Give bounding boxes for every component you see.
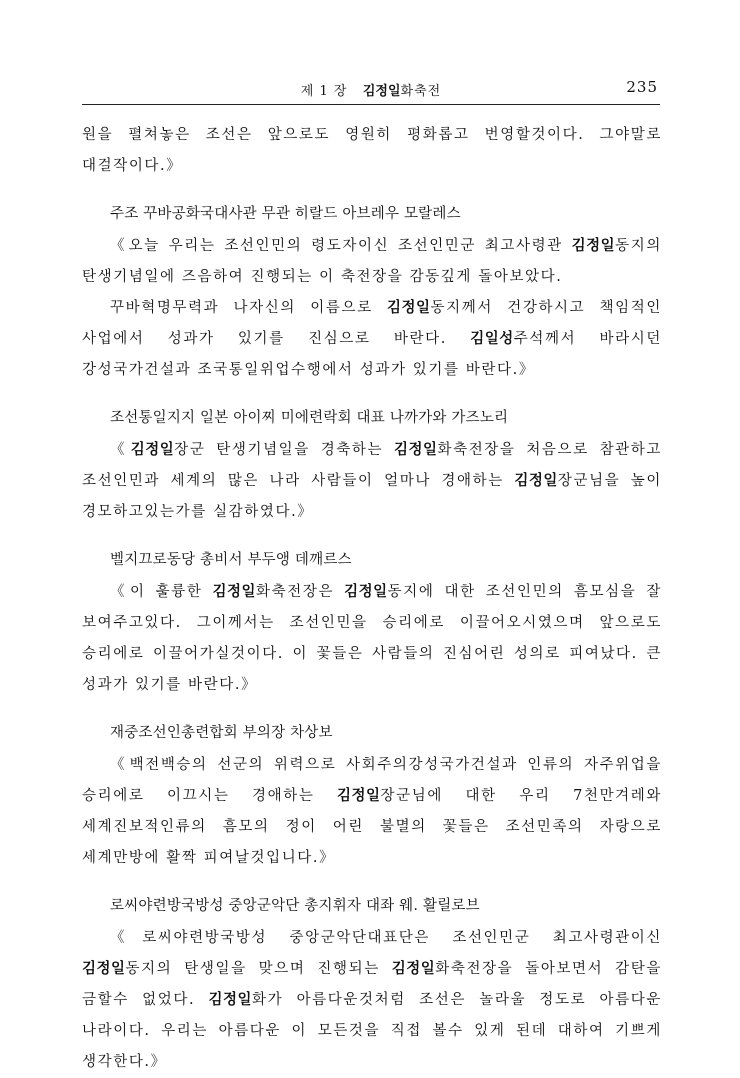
text-run: 화축전장을 처음으로 참관하고 조선인민과 세계의 많은 나라 사람들이 얼마나 경애하는 [82,442,662,489]
bold-name: 김정일 [391,961,436,977]
chapter-title-name: 김정일 [362,84,401,99]
text-run: 꾸바혁명무력과 나자신의 이름으로 [110,300,387,316]
text-run: 동지의 탄생기념일에 즈음하여 진행되는 이 축전장을 감동깊게 돌아보았다. [82,238,662,285]
text-run: 주석께서 바라시던 강성국가건설과 조국통일위업수행에서 성과가 있기를 바란다.》 [82,331,662,378]
text-run: 《이 훌륭한 [110,584,213,600]
bold-name: 김일성 [470,331,514,347]
page-number: 235 [626,78,658,96]
speaker-attribution: 로씨야련방국방성 중앙군악단 총지휘자 대좌 웨. 활릴로브 [110,898,480,914]
text-run: 화가 아름다운것처럼 조선은 놀라울 정도로 아름다운 나라이다. 우리는 아름다운 이 모든것을 직접 볼수 있게 된데 대하여 기쁘게 생각한다.》 [82,992,662,1070]
page-body [82,120,662,1078]
quote-paragraph [82,923,662,1078]
text-run: 장군님에 대한 우리 7천만겨레와 세계진보적인류의 흠모의 정이 어린 불멸의 꽃들은 조선민족의 자랑으로 세계만방에 활짝 피여날것입니다.》 [82,788,662,866]
text-run: 동지에 대한 조선인민의 흠모심을 잘 보여주고있다. 그이께서는 조선인민을 승리에로 이끌어오시였으며 앞으로도 승리에로 이끌어가실것이다. 이 꽃들은 사람들의 진심어린 성의로 피여났다. 큰 성과가 있기를 바란다.》 [82,584,662,693]
bold-name: 김정일 [514,473,558,489]
bold-name: 김정일 [212,584,257,600]
bold-name: 김정일 [393,442,438,458]
bold-name: 김정일 [82,961,126,977]
text-run: 《백전백승의 선군의 위력으로 사회주의강성국가건설과 인류의 자주위업을 승리에로 이끄시는 경애하는 [82,757,662,804]
quote-paragraph [82,293,662,386]
speaker-attribution: 재중조선인총련합회 부의장 차상보 [110,725,333,741]
bold-name: 김정일 [337,788,381,804]
text-run: 《오늘 우리는 조선인민의 령도자이신 조선인민군 최고사령관 [110,238,572,254]
text-run: 장군 탄생기념일을 경축하는 [174,442,394,458]
text-run: 장군님을 높이 경모하고있는가를 실감하였다.》 [82,473,662,520]
text-run: 화축전장을 돌아보면서 감탄을 금할수 없었다. [82,961,662,1008]
running-header [82,78,660,105]
text-run: 동지의 탄생일을 맞으며 진행되는 [125,961,392,977]
bold-name: 김정일 [571,238,616,254]
bold-name: 김정일 [344,584,388,600]
speaker-attribution: 주조 꾸바공화국대사관 무관 히랄드 아브레우 모랄레스 [110,206,461,222]
chapter-title [82,80,660,99]
chapter-number: 제 1 장 [300,84,348,99]
speaker-attribution: 벨지끄로동당 총비서 부두앵 데깨르스 [110,552,352,568]
text-run: 원을 펼쳐놓은 조선은 앞으로도 영원히 평화롭고 번영할것이다. 그야말로 대걸작이다.》 [82,127,662,174]
speaker-attribution: 조선통일지지 일본 아이찌 미에련락회 대표 나까가와 가즈노리 [110,410,509,426]
quote-paragraph [82,435,662,528]
text-run: 《 [110,442,131,458]
quote-paragraph [82,120,662,182]
bold-name: 김정일 [130,442,175,458]
quote-paragraph [82,231,662,293]
text-run: 《로씨야련방국방성 중앙군악단대표단은 조선인민군 최고사령관이신 [110,930,662,946]
bold-name: 김정일 [386,300,431,316]
bold-name: 김정일 [208,992,253,1008]
quote-paragraph [82,577,662,701]
text-run: 동지께서 건강하시고 책임적인 사업에서 성과가 있기를 진심으로 바란다. [82,300,662,347]
text-run: 화축전장은 [256,584,345,600]
quote-paragraph [82,750,662,874]
chapter-title-rest: 화축전 [400,84,442,99]
